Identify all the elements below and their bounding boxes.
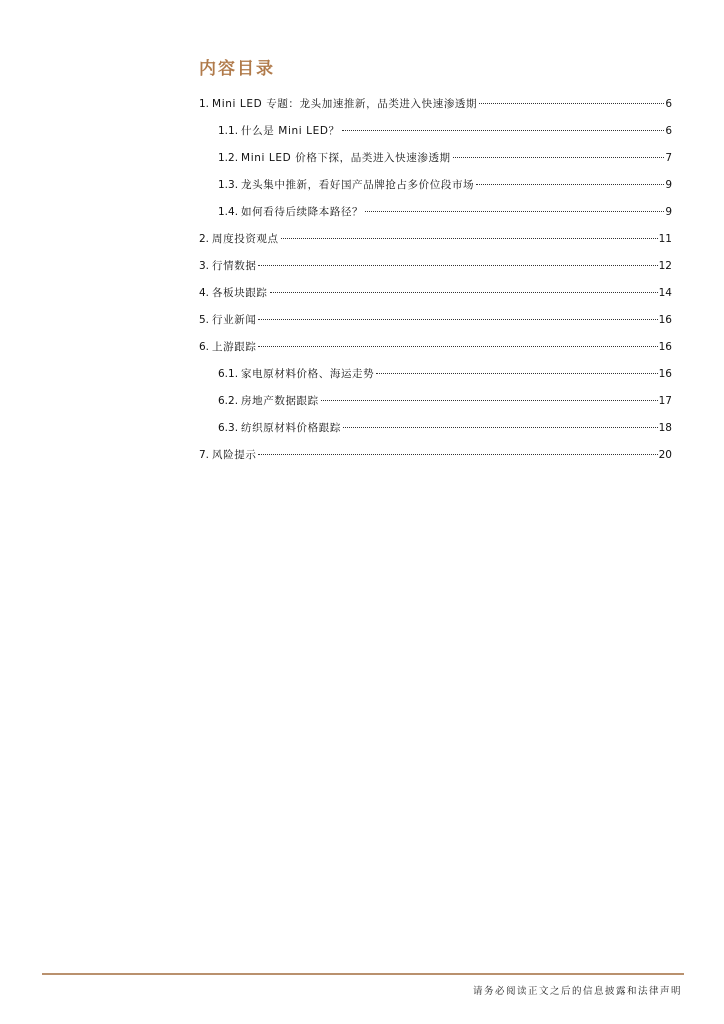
toc-entry-page: 6 [665, 98, 672, 110]
toc-entry-number: 1.1. [218, 125, 239, 137]
dot-leader [476, 184, 664, 185]
toc-entry-page: 18 [658, 422, 672, 434]
dot-leader [342, 130, 665, 131]
toc-entry-label: 行业新闻 [212, 314, 257, 326]
toc-entry-label: 上游跟踪 [212, 341, 257, 353]
toc-entry-number: 4. [199, 287, 210, 299]
toc-entry-number: 6. [199, 341, 210, 353]
toc-entry-label: 房地产数据跟踪 [241, 395, 319, 407]
toc-entry[interactable] [199, 256, 672, 283]
toc-entry-page: 7 [665, 152, 672, 164]
toc-entry-number: 6.1. [218, 368, 239, 380]
footer-disclaimer: 请务必阅读正文之后的信息披露和法律声明 [472, 986, 682, 997]
dot-leader [453, 157, 665, 158]
toc-entry[interactable] [199, 94, 672, 121]
dot-leader [321, 400, 658, 401]
toc-entry-page: 16 [658, 368, 672, 380]
toc-entry-number: 1.3. [218, 179, 239, 191]
toc-entry-label: 周度投资观点 [212, 233, 279, 245]
toc-entry-label: 各板块跟踪 [212, 287, 268, 299]
toc-entry-number: 1.4. [218, 206, 239, 218]
toc-entry-page: 9 [665, 206, 672, 218]
toc-entry[interactable] [199, 337, 672, 364]
toc-entry-number: 2. [199, 233, 210, 245]
toc-entry-page: 11 [658, 233, 672, 245]
toc-list [199, 94, 672, 472]
toc-entry[interactable] [199, 148, 672, 175]
toc-entry-number: 6.3. [218, 422, 239, 434]
toc-entry-page: 16 [658, 314, 672, 326]
toc-entry-label: 家电原材料价格、海运走势 [241, 368, 375, 380]
toc-entry-page: 17 [658, 395, 672, 407]
toc-title: 内容目录 [199, 59, 275, 79]
dot-leader [258, 319, 657, 320]
toc-entry-label: 如何看待后续降本路径？ [241, 206, 364, 218]
toc-entry[interactable] [199, 202, 672, 229]
toc-entry-label: 龙头集中推新，看好国产品牌抢占多价位段市场 [241, 179, 475, 191]
toc-entry-label: 风险提示 [212, 449, 257, 461]
dot-leader [479, 103, 664, 104]
toc-entry-label: Mini LED 专题：龙头加速推新，品类进入快速渗透期 [212, 98, 478, 110]
dot-leader [376, 373, 657, 374]
toc-entry[interactable] [199, 229, 672, 256]
toc-entry-label: 行情数据 [212, 260, 257, 272]
toc-entry[interactable] [199, 121, 672, 148]
toc-entry-label: 什么是 Mini LED？ [241, 125, 340, 137]
toc-entry[interactable] [199, 445, 672, 472]
toc-entry-number: 6.2. [218, 395, 239, 407]
toc-entry[interactable] [199, 391, 672, 418]
toc-entry-number: 1.2. [218, 152, 239, 164]
toc-entry-page: 9 [665, 179, 672, 191]
toc-entry[interactable] [199, 418, 672, 445]
dot-leader [281, 238, 658, 239]
toc-entry[interactable] [199, 310, 672, 337]
toc-entry-page: 6 [665, 125, 672, 137]
toc-entry-page: 20 [658, 449, 672, 461]
toc-entry-number: 3. [199, 260, 210, 272]
dot-leader [270, 292, 658, 293]
footer-divider [42, 973, 684, 975]
dot-leader [258, 346, 657, 347]
toc-entry[interactable] [199, 364, 672, 391]
toc-entry-number: 7. [199, 449, 210, 461]
toc-entry[interactable] [199, 175, 672, 202]
toc-entry-number: 5. [199, 314, 210, 326]
toc-entry-label: Mini LED 价格下探，品类进入快速渗透期 [241, 152, 451, 164]
dot-leader [365, 211, 664, 212]
toc-entry-page: 14 [658, 287, 672, 299]
dot-leader [343, 427, 658, 428]
toc-entry-number: 1. [199, 98, 210, 110]
dot-leader [258, 265, 657, 266]
toc-entry-label: 纺织原材料价格跟踪 [241, 422, 341, 434]
toc-entry-page: 12 [658, 260, 672, 272]
toc-entry[interactable] [199, 283, 672, 310]
dot-leader [258, 454, 657, 455]
toc-entry-page: 16 [658, 341, 672, 353]
